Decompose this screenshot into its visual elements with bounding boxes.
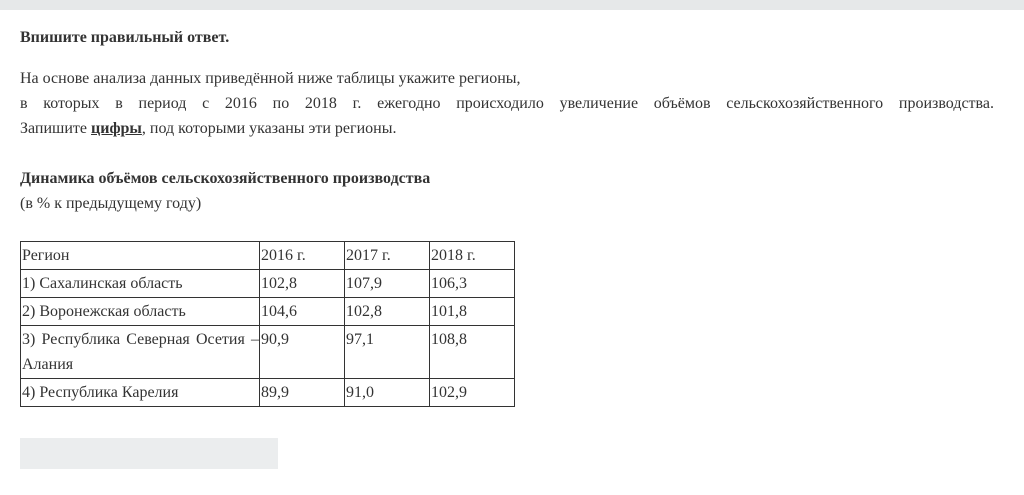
cell-region: 2) Воронежская область [21,298,260,326]
cell-2017: 102,8 [345,298,430,326]
cell-2017: 107,9 [345,270,430,298]
task-line-2: в которых в период с 2016 по 2018 г. ежегодно происходило увеличение объёмов сельскохозяйственного производства. [20,95,994,112]
table-subtitle: (в % к предыдущему году) [20,195,202,212]
task-emphasis-digits: цифры [91,120,142,137]
cell-2016: 90,9 [260,326,345,379]
cell-2018: 102,9 [430,379,515,407]
task-content [20,26,994,407]
table-row [21,270,515,298]
top-bar [0,0,1024,10]
table-row [21,326,515,379]
header-2018: 2018 г. [430,242,515,270]
data-table [20,241,515,407]
table-row [21,298,515,326]
cell-2018: 108,8 [430,326,515,379]
answer-input[interactable] [20,438,278,469]
cell-2016: 89,9 [260,379,345,407]
table-title: Динамика объёмов сельскохозяйственного производства [20,170,431,187]
cell-region: 3) Республика Северная Осетия – Алания [21,326,260,379]
cell-2016: 102,8 [260,270,345,298]
task-line-3 [20,116,994,141]
instruction-text: Впишите правильный ответ. [20,29,230,46]
task-text [20,66,994,141]
cell-region: 4) Республика Карелия [21,379,260,407]
table-row [21,379,515,407]
cell-region: 1) Сахалинская область [21,270,260,298]
header-region: Регион [21,242,260,270]
cell-2017: 97,1 [345,326,430,379]
cell-2016: 104,6 [260,298,345,326]
cell-2017: 91,0 [345,379,430,407]
task-line-1: На основе анализа данных приведённой ниже таблицы укажите регионы, [20,70,521,87]
cell-2018: 101,8 [430,298,515,326]
task-line-3-after: , под которыми указаны эти регионы. [141,120,397,137]
header-2017: 2017 г. [345,242,430,270]
table-header-row [21,242,515,270]
task-line-3-before: Запишите [20,120,92,137]
header-2016: 2016 г. [260,242,345,270]
cell-2018: 106,3 [430,270,515,298]
